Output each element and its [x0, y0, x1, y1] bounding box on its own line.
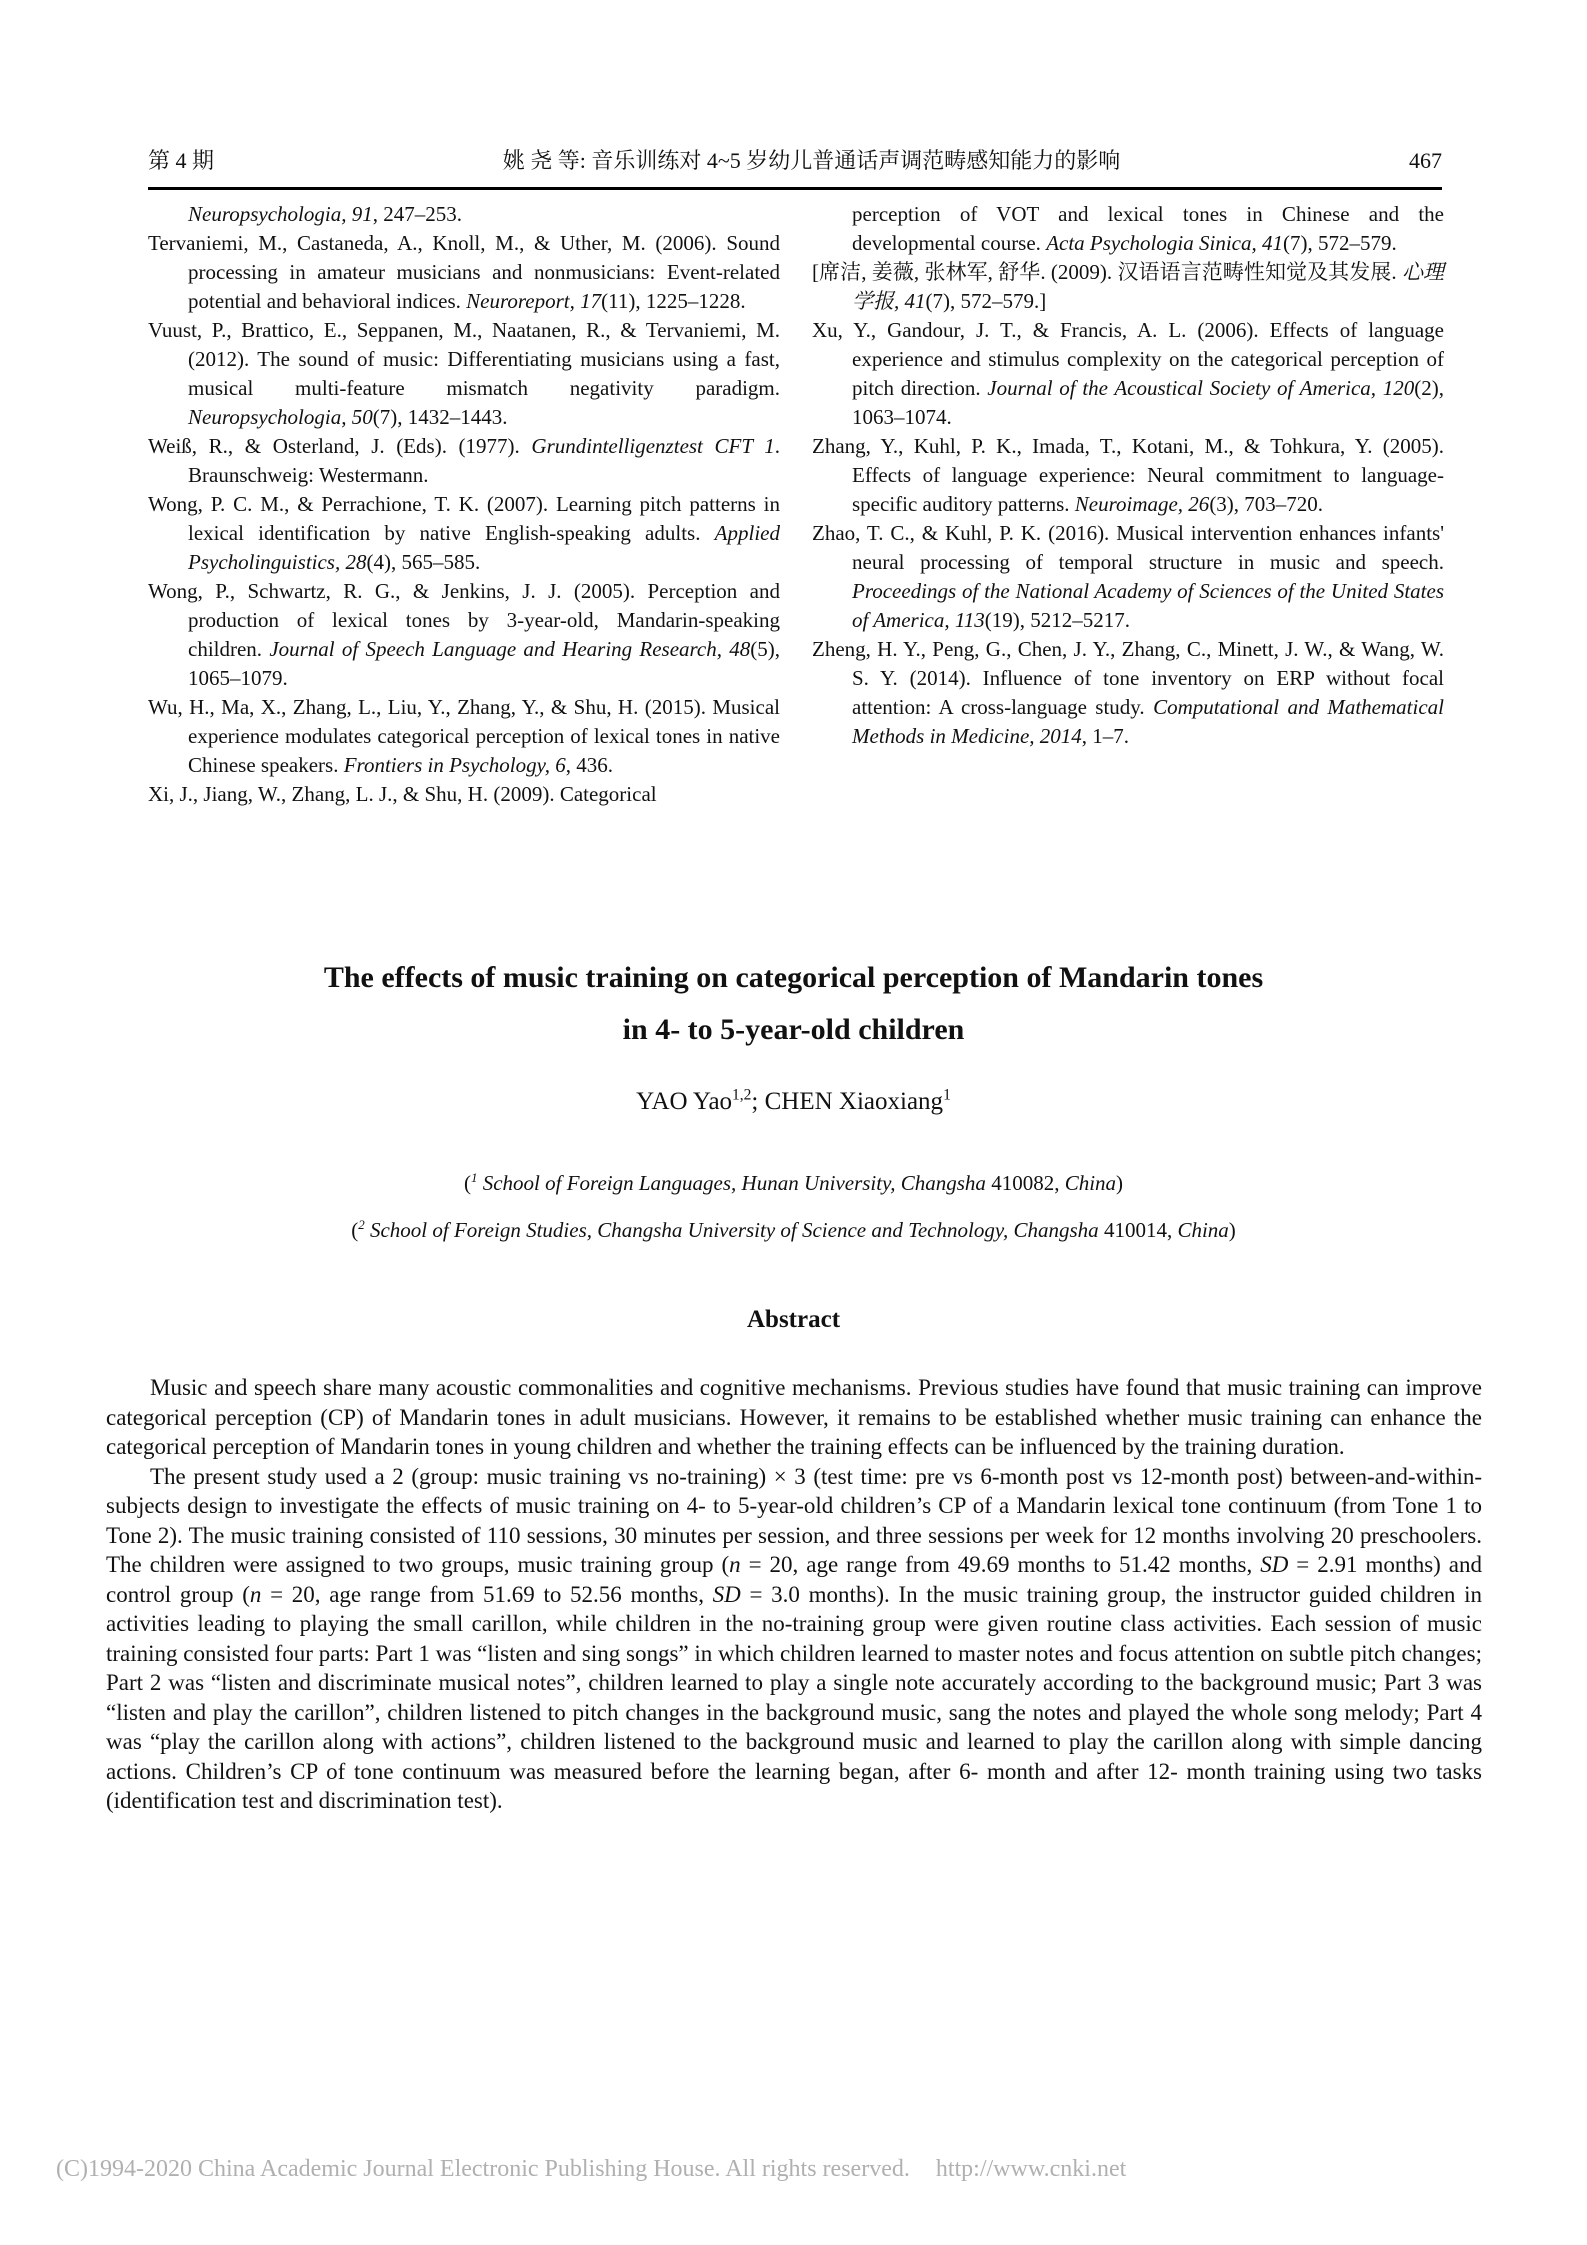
reference-item: Zhao, T. C., & Kuhl, P. K. (2016). Musical intervention enhances infants' neural processing of temporal structure in music and speech. Proceedings of the National Academy of Sciences of the United States of America, 113(19), 5212–5217. [812, 521, 1444, 632]
references-left-column [148, 200, 780, 809]
running-title: 姚 尧 等: 音乐训练对 4~5 岁幼儿普通话声调范畴感知能力的影响 [502, 148, 1121, 173]
cnki-url: http://www.cnki.net [935, 2156, 1127, 2182]
reference-item: Vuust, P., Brattico, E., Seppanen, M., Naatanen, R., & Tervaniemi, M. (2012). The sound of music: Differentiating musicians using a fast, musical multi-feature mismatch negativity paradigm. Neuropsychologia, 50(7), 1432–1443. [148, 318, 780, 429]
references-section [148, 200, 1444, 809]
page-footer [56, 2156, 1536, 2183]
abstract-paragraph: Music and speech share many acoustic commonalities and cognitive mechanisms. Previous studies have found that music training can improve categorical perception (CP) of Mandarin tones in adult musicians. However, it remains to be established whether music training can enhance the categorical perception of Mandarin tones in young children and whether the training effects can be influenced by the training duration. [106, 1375, 1482, 1459]
abstract-heading: Abstract [746, 1306, 841, 1333]
affiliation-line-1: ($^1$ School of Foreign Languages, Hunan University, Changsha 410082, China) [463, 1170, 1124, 1195]
header-rule [148, 187, 1442, 190]
abstract-body [106, 1373, 1482, 1816]
references-right-column [812, 200, 1444, 809]
reference-item: perception of VOT and lexical tones in Chinese and the developmental course. Acta Psychologia Sinica, 41(7), 572–579. [852, 202, 1444, 255]
page-header [148, 144, 1442, 175]
affiliations [0, 1160, 1587, 1254]
abstract-paragraph: The present study used a 2 (group: music training vs no-training) × 3 (test time: pre vs 6-month post vs 12-month post) between-and-within-subjects design to investigate the effects of music training on 4- to 5-year-old children’s CP of a Mandarin lexical tone continuum (from Tone 1 to Tone 2). The music training consisted of 110 sessions, 30 minutes per session, and three sessions per week for 12 months involving 20 preschoolers. The children were assigned to two groups, music training group (n = 20, age range from 49.69 months to 51.42 months, SD = 2.91 months) and control group (n = 20, age range from 51.69 to 52.56 months, SD = 3.0 months). In the music training group, the instructor guided children in activities leading to playing the small carillon, while children in the no-training group were given routine class activities. Each session of music training consisted four parts: Part 1 was “listen and sing songs” in which children learned to master notes and focus attention on subtle pitch changes; Part 2 was “listen and discriminate musical notes”, children learned to play a single note accurately according to the background music; Part 3 was “listen and play the carillon”, children listened to pitch changes in the background music, sang the notes and played the whole song melody; Part 4 was “play the carillon along with actions”, children listened to the background music and learned to play the carillon along with simple dancing actions. Children’s CP of tone continuum was measured before the learning began, after 6- month and after 12- month training using two tasks (identification test and discrimination test). [106, 1463, 1482, 1813]
reference-item: Wong, P., Schwartz, R. G., & Jenkins, J. J. (2005). Perception and production of lexical tones by 3-year-old, Mandarin-speaking children. Journal of Speech Language and Hearing Research, 48(5), 1065–1079. [148, 579, 780, 690]
reference-item: [席洁, 姜薇, 张林军, 舒华. (2009). 汉语语言范畴性知觉及其发展. 心理学报, 41(7), 572–579.] [812, 260, 1445, 313]
affiliation-line-2: ($^2$ School of Foreign Studies, Changsha University of Science and Technology, Changsha 410014, China) [351, 1217, 1236, 1242]
reference-item: Zheng, H. Y., Peng, G., Chen, J. Y., Zhang, C., Minett, J. W., & Wang, W. S. Y. (2014). Influence of tone inventory on ERP without focal attention: A cross-language study. Computational and Mathematical Methods in Medicine, 2014, 1–7. [812, 637, 1444, 748]
authors-line: YAO Yao$^{1,2}$; CHEN Xiaoxiang$^1$ [636, 1086, 951, 1115]
english-title-line2: in 4- to 5-year-old children [622, 1013, 965, 1046]
reference-item: Tervaniemi, M., Castaneda, A., Knoll, M., & Uther, M. (2006). Sound processing in amateur musicians and nonmusicians: Event-related potential and behavioral indices. Neuroreport, 17(11), 1225–1228. [148, 231, 780, 313]
copyright-text: (C)1994-2020 China Academic Journal Electronic Publishing House. All rights reserved. [56, 2156, 910, 2182]
page-number: 467 [1409, 148, 1442, 173]
english-title-line1: The effects of music training on categorical perception of Mandarin tones [323, 961, 1264, 994]
reference-item: Weiß, R., & Osterland, J. (Eds). (1977). Grundintelligenztest CFT 1. Braunschweig: Westermann. [148, 434, 780, 487]
reference-item: Wu, H., Ma, X., Zhang, L., Liu, Y., Zhang, Y., & Shu, H. (2015). Musical experience modulates categorical perception of lexical tones in native Chinese speakers. Frontiers in Psychology, 6, 436. [148, 695, 780, 777]
english-title [0, 952, 1587, 1056]
reference-item: Xu, Y., Gandour, J. T., & Francis, A. L. (2006). Effects of language experience and stimulus complexity on the categorical perception of pitch direction. Journal of the Acoustical Society of America, 120(2), 1063–1074. [812, 318, 1444, 429]
reference-item: Wong, P. C. M., & Perrachione, T. K. (2007). Learning pitch patterns in lexical identification by native English-speaking adults. Applied Psycholinguistics, 28(4), 565–585. [148, 492, 780, 574]
reference-item: Neuropsychologia, 91, 247–253. [188, 202, 462, 226]
reference-item: Zhang, Y., Kuhl, P. K., Imada, T., Kotani, M., & Tohkura, Y. (2005). Effects of language experience: Neural commitment to language-specific auditory patterns. Neuroimage, 26(3), 703–720. [812, 434, 1444, 516]
journal-issue: 第 4 期 [148, 148, 215, 173]
reference-item: Xi, J., Jiang, W., Zhang, L. J., & Shu, H. (2009). Categorical [148, 782, 657, 806]
